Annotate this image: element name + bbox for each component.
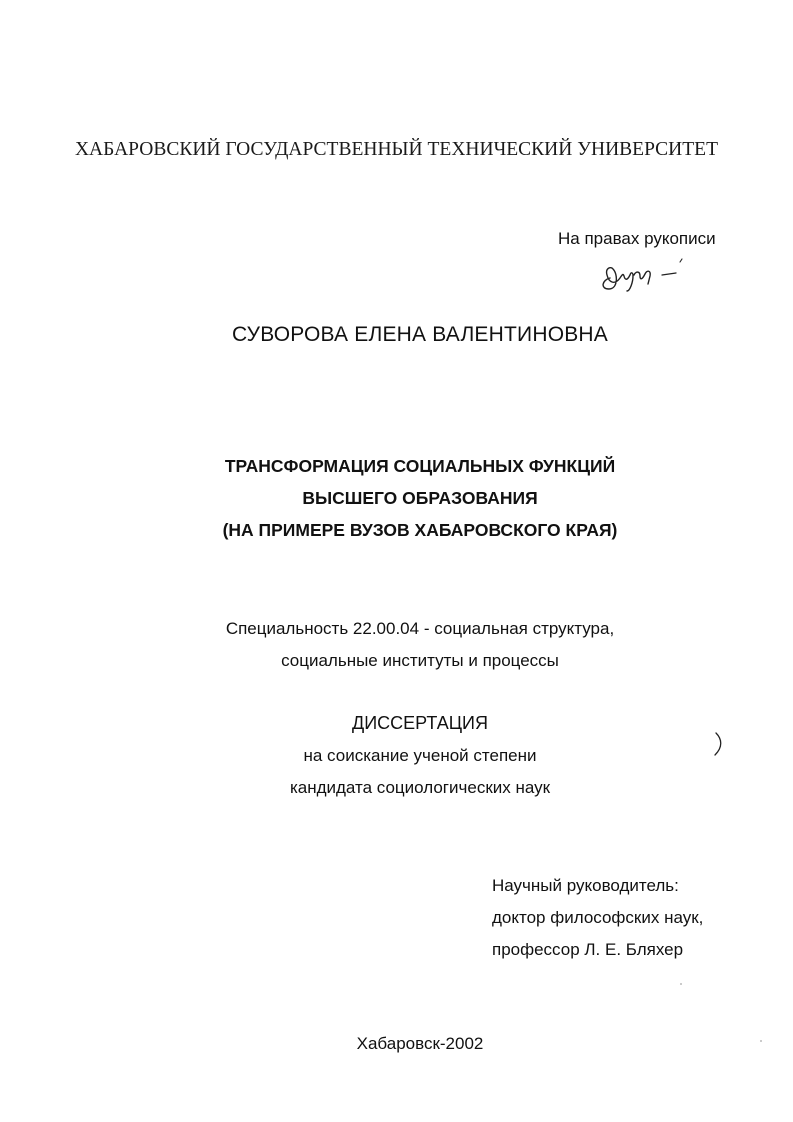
degree-line-1: на соискание ученой степени	[303, 746, 537, 765]
supervisor-degree: доктор философских наук,	[492, 908, 704, 927]
thesis-title-line-1: ТРАНСФОРМАЦИЯ СОЦИАЛЬНЫХ ФУНКЦИЙ	[224, 456, 616, 476]
specialty-line-2: социальные институты и процессы	[281, 651, 559, 670]
specialty-line-1: Специальность 22.00.04 - социальная структура,	[225, 619, 615, 638]
scan-speck	[680, 983, 682, 985]
supervisor-name: профессор Л. Е. Бляхер	[492, 940, 684, 959]
degree-line-2: кандидата социологических наук	[289, 778, 551, 797]
supervisor-label: Научный руководитель:	[492, 876, 679, 895]
thesis-title-line-2: ВЫСШЕГО ОБРАЗОВАНИЯ	[302, 488, 538, 508]
pen-mark	[712, 731, 726, 757]
university-name: ХАБАРОВСКИЙ ГОСУДАРСТВЕННЫЙ ТЕХНИЧЕСКИЙ УНИВЕРСИТЕТ	[74, 139, 719, 160]
scan-speck	[760, 1040, 762, 1042]
author-name: СУВОРОВА ЕЛЕНА ВАЛЕНТИНОВНА	[231, 323, 609, 346]
dissertation-heading: ДИССЕРТАЦИЯ	[352, 713, 488, 733]
handwritten-signature	[596, 256, 692, 296]
thesis-title-line-3: (НА ПРИМЕРЕ ВУЗОВ ХАБАРОВСКОГО КРАЯ)	[222, 520, 618, 540]
city-year: Хабаровск-2002	[356, 1034, 484, 1053]
manuscript-note: На правах рукописи	[558, 229, 716, 248]
